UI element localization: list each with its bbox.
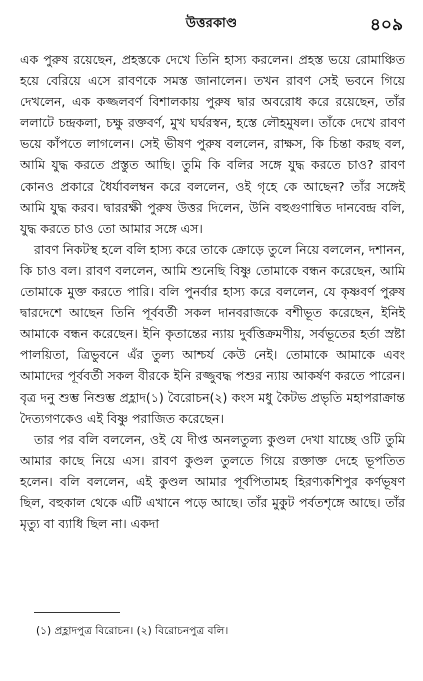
page-header: [18, 12, 405, 36]
main-text: [20, 49, 405, 534]
footnotes: (১) প্রহ্লাদপুত্র বিরোচন। (২) বিরোচনপুত্র বলি।: [36, 625, 229, 637]
paragraph-3: তার পর বলি বললেন, ওই যে দীপ্ত অনলতুল্য কুণ্ডল দেখা যাচ্ছে ওটি তুমি আমার কাছে নিয়ে এস। রাবণ কুণ্ডল তুলতে গিয়ে রক্তাক্ত দেহে ভূপতিত হলেন। বলি বললেন, এই কুণ্ডল আমার পূর্বপিতামহ হিরণ্যকশিপুর কর্ণভূষণ ছিল, বহুকাল থেকে এটি এখানে পড়ে আছে। তাঁর মুকুট পর্বতশৃঙ্গে আছে। তাঁর মৃত্যু বা ব্যাধি ছিল না। একদা: [20, 431, 405, 532]
paragraph-1: এক পুরুষ রয়েছেন, প্রহস্তকে দেখে তিনি হাস্য করলেন। প্রহস্ত ভয়ে রোমাঞ্চিত হয়ে বেরিয়ে এসে রাবণকে সমস্ত জানালেন। তখন রাবণ সেই ভবনে গিয়ে দেখলেন, এক কজ্জলবর্ণ বিশালকায় পুরুষ দ্বার অবরোধ করে রয়েছেন, তাঁর ললাটে চন্দ্রকলা, চক্ষু রক্তবর্ণ, মুখ ঘর্ঘরস্বন, হস্তে লৌহমুষল। তাঁকে দেখে রাবণ ভয়ে কাঁপতে লাগলেন। সেই ভীষণ পুরুষ বললেন, রাক্ষস, কি চিন্তা করছ বল, আমি যুদ্ধ করতে প্রস্তুত আছি। তুমি কি বলির সঙ্গে যুদ্ধ করতে চাও? রাবণ কোনও প্রকারে ধৈর্যাবলম্বন করে বললেন, ওই গৃহে কে আছেন? তাঁর সঙ্গেই আমি যুদ্ধ করব। দ্বাররক্ষী পুরুষ উত্তর দিলেন, উনি বহুগুণান্বিত দানবেন্দ্র বলি, যুদ্ধ করতে চাও তো আমার সঙ্গে এস।: [20, 52, 405, 236]
running-title: উত্তরকাণ্ড: [185, 16, 238, 31]
page-number: ৪০৯: [369, 15, 403, 35]
footnote-divider: [34, 612, 120, 613]
paragraph-2: রাবণ নিকটস্থ হলে বলি হাস্য করে তাকে ক্রোড়ে তুলে নিয়ে বললেন, দশানন, কি চাও বল। রাবণ বললেন, আমি শুনেছি বিষ্ণু তোমাকে বন্ধন করেছেন, আমি তোমাকে মুক্ত করতে পারি। বলি পুনর্বার হাস্য করে বললেন, যে কৃষ্ণবর্ণ পুরুষ দ্বারদেশে আছেন তিনি পূর্ববর্তী সকল দানবরাজকে বশীভূত করেছেন, ইনিই আমাকে বন্ধন করেছেন। ইনি কৃতান্তের ন্যায় দুর্বত্তিক্রমণীয়, সর্বভূতের হর্তা স্রষ্টা পালয়িতা, ত্রিভুবনে এঁর তুল্য আশ্চর্য কেউ নেই। তোমাকে আমাকে এবং আমাদের পূর্ববর্তী সকল বীরকে ইনি রজ্জুবদ্ধ পশুর ন্যায় আকর্ষণ করতে পারেন। বৃত্র দনু শুম্ভ নিশুম্ভ প্রহ্লাদ(১) বৈরোচন(২) কংস মধু কৈটভ প্রভৃতি মহাপরাক্রান্ত দৈত্যগণকেও এই বিষ্ণু পরাজিত করেছেন।: [20, 241, 405, 426]
